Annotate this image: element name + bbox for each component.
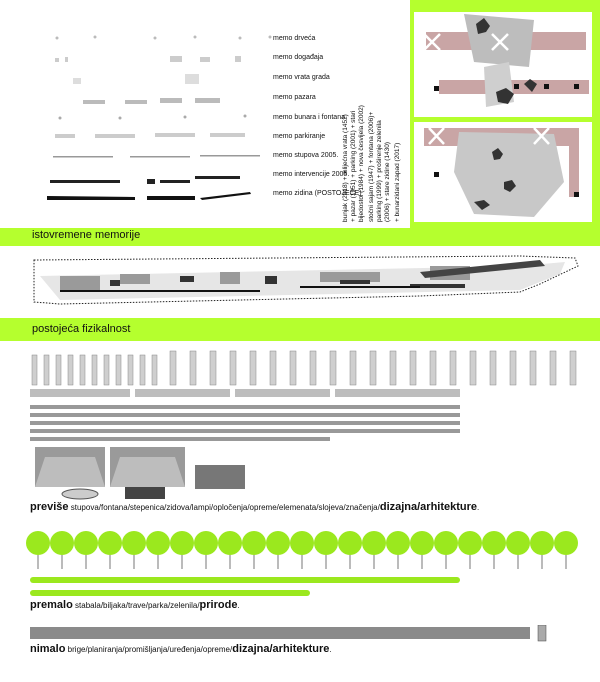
caption-too-much-tail: dizajna/arhitekture: [379, 501, 478, 513]
memo-label-markets: memo pazara: [273, 94, 316, 101]
caption-nothing-body: brige/planiranja/promišljanja/uređenja/opreme/: [65, 645, 233, 654]
heading-simultaneous-memories: istovremene memorije: [32, 229, 141, 241]
site-plan-1: [414, 12, 592, 117]
timeline-line-1: stočni sajam (1947) + fontana (2006)+: [368, 111, 375, 222]
memo-label-parking: memo parkiranje: [273, 133, 326, 140]
caption-too-much: [30, 501, 479, 513]
walls-strip: [30, 387, 470, 403]
memo-label-intervention: memo intervencije 2005.: [273, 171, 350, 178]
overlay-plan: [0, 246, 600, 318]
trees-strip: [26, 525, 586, 575]
caption-too-little-tail: prirode: [199, 599, 238, 611]
memo-layers-panel: [0, 0, 410, 228]
memo-label-events: memo događaja: [273, 54, 324, 61]
memo-label-trees: memo drveća: [273, 35, 316, 42]
caption-too-little: [30, 599, 240, 611]
timeline-line-6: bijedostol (1984) + nova česvijela (2002): [358, 105, 365, 222]
stairs-fountains: [30, 447, 260, 502]
simultaneous-memories-panel: [0, 246, 600, 318]
memo-label-wells-fountains: memo bunara i fontana: [273, 114, 345, 121]
existing-physicality-panel: [0, 341, 600, 682]
caption-too-little-end: .: [237, 601, 240, 610]
timeline-line-5: + pazar (1951) + parking (2001) + stari: [350, 110, 357, 222]
bollards-strip: [30, 625, 580, 643]
caption-too-much-lead: previše: [30, 501, 69, 513]
paving-strip: [30, 405, 470, 445]
caption-too-much-body: stupova/fontana/stepenica/zidova/lampi/opločenja/opreme/elemenata/slojeva/značenja/: [68, 503, 380, 512]
memo-label-city-gates: memo vrata grada: [273, 74, 330, 81]
caption-nothing-lead: nimalo: [30, 643, 66, 655]
heading-existing-physicality: postojeća fizikalnost: [32, 323, 131, 335]
caption-too-much-end: .: [477, 503, 480, 512]
memo-label-columns: memo stupova 2005.: [273, 152, 339, 159]
memo-layer-drawings: [35, 0, 295, 228]
caption-nothing-end: .: [329, 645, 332, 654]
caption-nothing: [30, 643, 332, 655]
timeline-line-3: (2006) + stare zidine (1430): [384, 141, 391, 222]
timeline-line-2: parking (1999) + proširenje zelenila: [376, 120, 383, 222]
columns-strip: [30, 347, 590, 392]
memo-label-walls: memo zidina (POSTOJEĆE): [273, 190, 362, 197]
caption-too-little-body: stabala/biljaka/trave/parka/zelenila/: [72, 601, 200, 610]
site-plan-2: [414, 122, 592, 222]
shrubs-strip-1: [30, 575, 470, 587]
caption-too-little-lead: premalo: [30, 599, 73, 611]
timeline-line-7: + bunarzidani zapad (2017): [394, 142, 401, 222]
caption-nothing-tail: dizajna/arhitekture: [232, 643, 330, 655]
timeline-line-4: bunjak (2018) + mlijećna vrata (1452): [342, 114, 349, 222]
